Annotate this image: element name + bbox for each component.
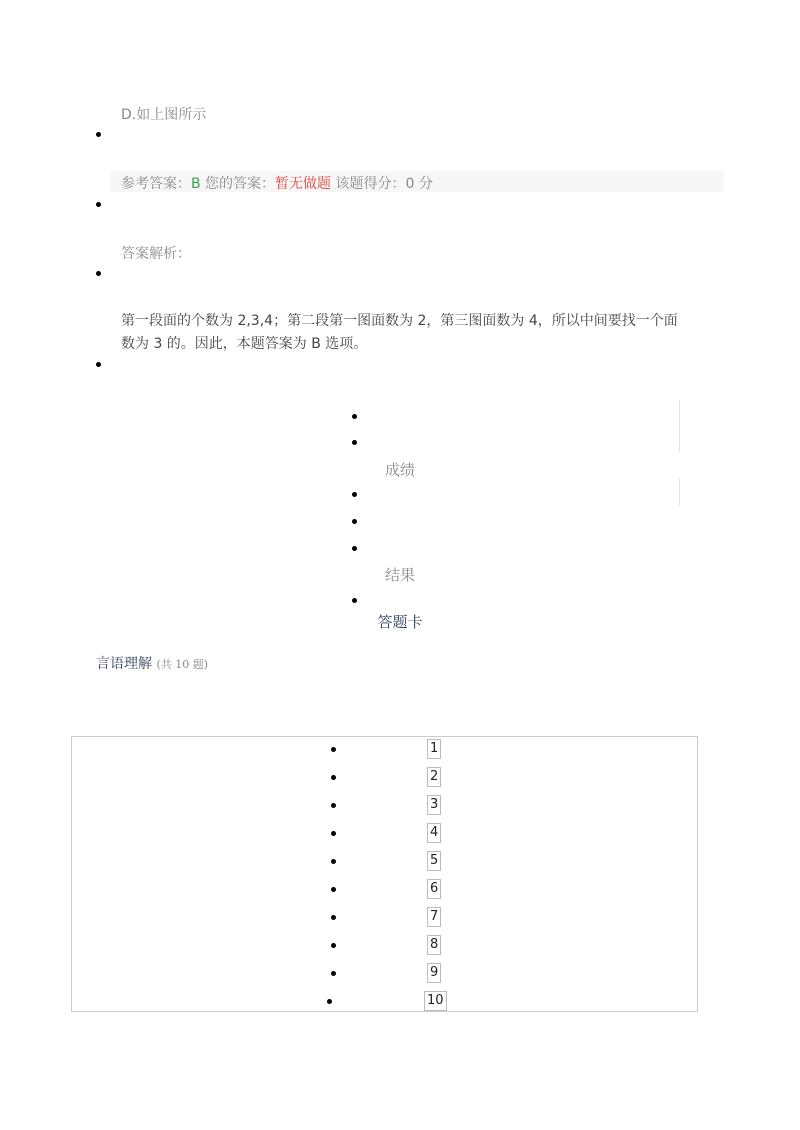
list-bullet — [331, 775, 336, 780]
list-bullet — [331, 803, 336, 808]
section-title — [96, 653, 208, 673]
question-number-button[interactable]: 4 — [427, 823, 441, 843]
question-number-button[interactable]: 1 — [427, 739, 441, 759]
list-bullet — [96, 362, 101, 367]
panel-divider — [679, 478, 680, 506]
list-bullet — [352, 414, 357, 419]
list-bullet — [352, 519, 357, 524]
reference-answer-label: 参考答案： — [121, 176, 191, 192]
panel-divider — [679, 400, 680, 452]
list-bullet — [331, 859, 336, 864]
question-number-button[interactable]: 5 — [427, 851, 441, 871]
list-bullet — [352, 440, 357, 445]
question-number-button[interactable]: 6 — [427, 879, 441, 899]
answer-line — [121, 173, 433, 193]
analysis-text: 第一段面的个数为 2,3,4；第二段第一图面数为 2，第三图面数为 4，所以中间要找一个面数为 3 的。因此，本题答案为 B 选项。 — [121, 313, 678, 352]
question-number-button[interactable]: 8 — [427, 935, 441, 955]
score-text: 该题得分：0 分 — [331, 176, 433, 192]
list-bullet — [331, 971, 336, 976]
list-bullet — [352, 546, 357, 551]
option-d-text: D.如上图所示 — [121, 107, 207, 123]
your-answer-label: 您的答案： — [200, 176, 276, 192]
analysis-label: 答案解析： — [121, 246, 191, 262]
section-count: (共 10 题) — [156, 658, 209, 671]
list-bullet — [352, 492, 357, 497]
list-bullet — [331, 747, 336, 752]
question-number-button[interactable]: 10 — [424, 991, 447, 1011]
list-bullet — [352, 598, 357, 603]
question-navigator — [71, 736, 698, 1012]
question-number-button[interactable]: 3 — [427, 795, 441, 815]
list-bullet — [331, 943, 336, 948]
question-number-button[interactable]: 9 — [427, 963, 441, 983]
list-bullet — [327, 999, 332, 1004]
score-tab[interactable]: 成绩 — [384, 461, 415, 479]
reference-answer-value: B — [191, 176, 201, 192]
question-number-button[interactable]: 7 — [427, 907, 441, 927]
section-name: 言语理解 — [96, 656, 152, 672]
list-bullet — [331, 887, 336, 892]
your-answer-value: 暂无做题 — [275, 176, 332, 192]
list-bullet — [331, 831, 336, 836]
list-bullet — [96, 271, 101, 276]
list-bullet — [96, 202, 101, 207]
question-number-button[interactable]: 2 — [427, 767, 441, 787]
result-tab[interactable]: 结果 — [384, 566, 415, 584]
list-bullet — [331, 915, 336, 920]
list-bullet — [96, 132, 101, 137]
answer-card-tab[interactable]: 答题卡 — [377, 613, 423, 631]
